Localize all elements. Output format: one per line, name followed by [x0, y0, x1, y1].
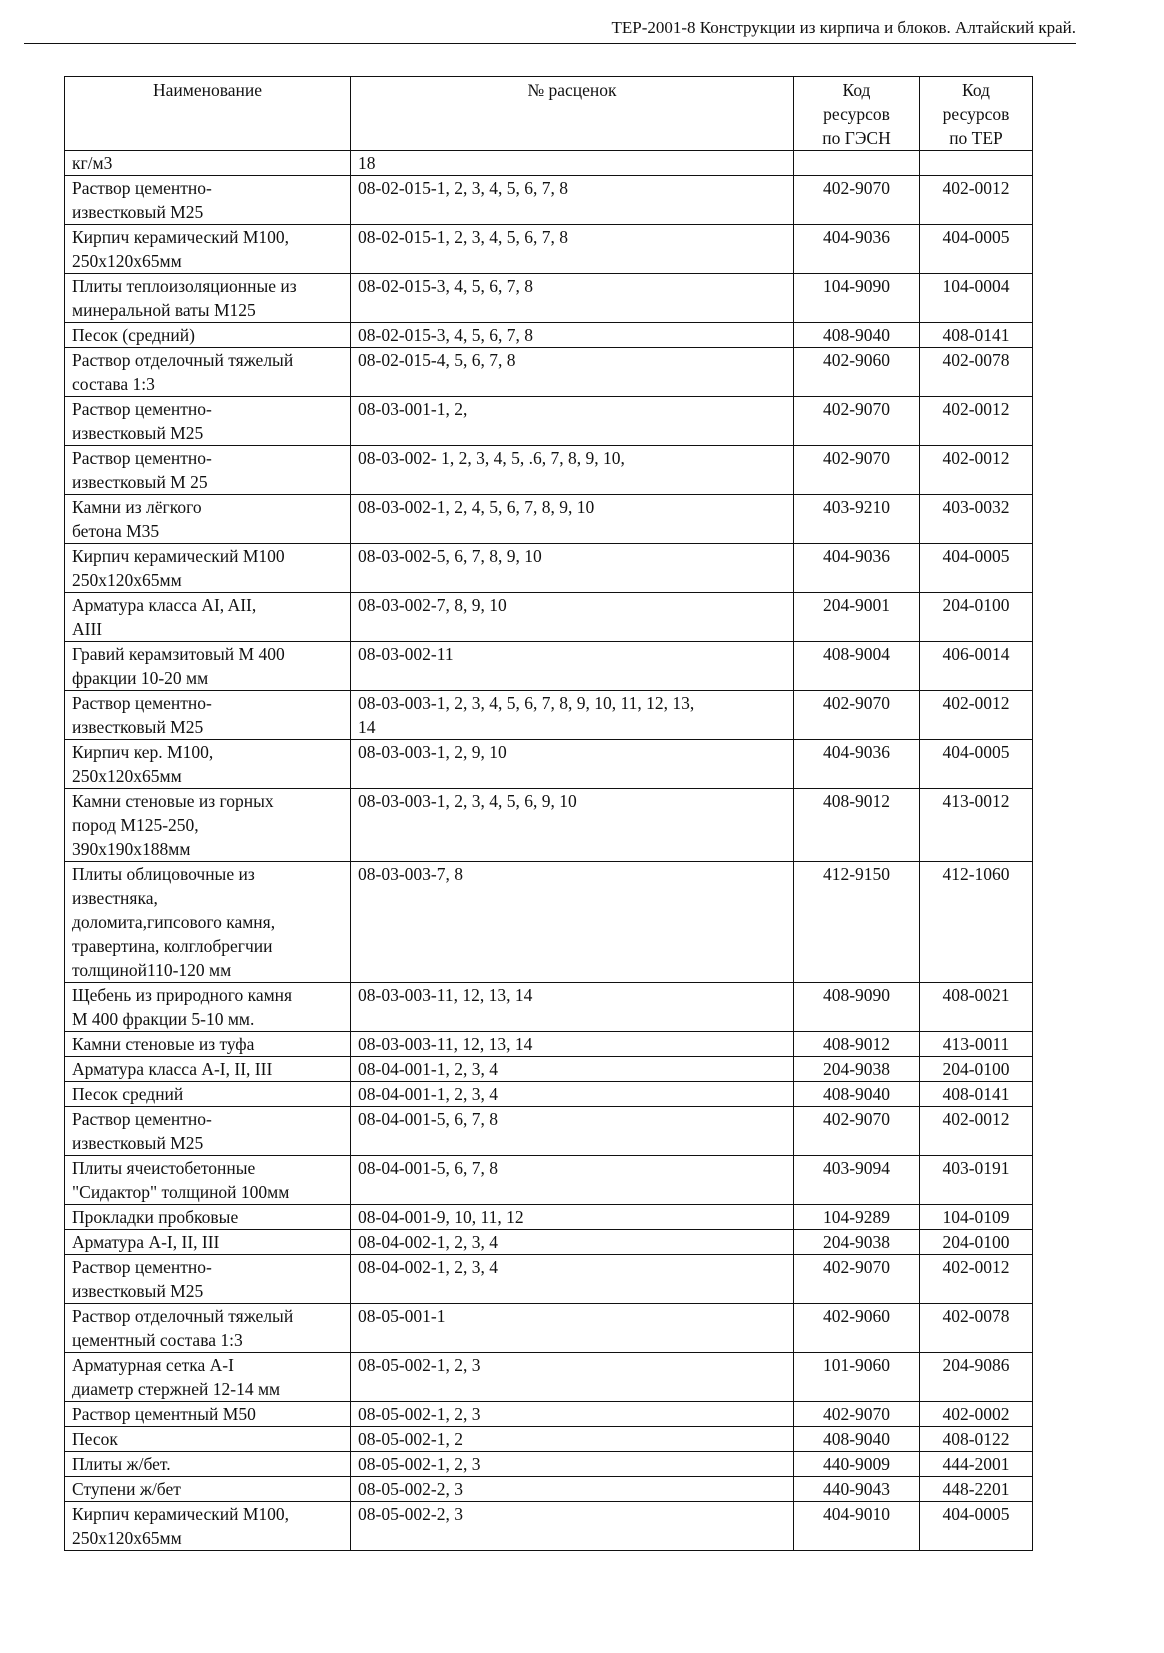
- table-row: [65, 495, 1033, 544]
- page-header: ТЕР-2001-8 Конструкции из кирпича и блоков. Алтайский край.: [611, 18, 1076, 37]
- cell-rates: 08-04-002-1, 2, 3, 4: [351, 1255, 794, 1304]
- table-row: [65, 691, 1033, 740]
- cell-rates: 08-04-002-1, 2, 3, 4: [351, 1230, 794, 1255]
- table-row: [65, 176, 1033, 225]
- table-row: [65, 862, 1033, 983]
- cell-name: Ступени ж/бет: [65, 1477, 351, 1502]
- cell-rates: 08-03-003-1, 2, 3, 4, 5, 6, 7, 8, 9, 10, 11, 12, 13, 14: [351, 691, 794, 740]
- cell-ter-code: 413-0011: [920, 1032, 1033, 1057]
- cell-name: Щебень из природного камня М 400 фракции 5-10 мм.: [65, 983, 351, 1032]
- table-row: [65, 1156, 1033, 1205]
- cell-gesn-code: 402-9070: [794, 1402, 920, 1427]
- table-row: [65, 1452, 1033, 1477]
- cell-name: Раствор цементно- известковый М 25: [65, 446, 351, 495]
- cell-ter-code: 402-0012: [920, 1255, 1033, 1304]
- cell-gesn-code: 402-9070: [794, 397, 920, 446]
- table-row: [65, 1032, 1033, 1057]
- cell-rates: 08-02-015-3, 4, 5, 6, 7, 8: [351, 323, 794, 348]
- cell-name: Раствор цементно- известковый М25: [65, 397, 351, 446]
- table-row: [65, 593, 1033, 642]
- cell-name: Кирпич керамический М100, 250x120x65мм: [65, 225, 351, 274]
- cell-ter-code: 402-0002: [920, 1402, 1033, 1427]
- cell-gesn-code: 412-9150: [794, 862, 920, 983]
- table-row: [65, 323, 1033, 348]
- cell-name: Песок (средний): [65, 323, 351, 348]
- cell-rates: 08-05-002-1, 2, 3: [351, 1402, 794, 1427]
- cell-name: Раствор цементный М50: [65, 1402, 351, 1427]
- cell-gesn-code: 440-9009: [794, 1452, 920, 1477]
- cell-gesn-code: 404-9036: [794, 544, 920, 593]
- table-row: [65, 274, 1033, 323]
- cell-rates: 08-02-015-1, 2, 3, 4, 5, 6, 7, 8: [351, 176, 794, 225]
- cell-name: Кирпич керамический М100 250x120x65мм: [65, 544, 351, 593]
- cell-rates: 08-05-002-1, 2, 3: [351, 1353, 794, 1402]
- header-rule: [24, 43, 1076, 44]
- cell-ter-code: 412-1060: [920, 862, 1033, 983]
- cell-ter-code: 204-0100: [920, 593, 1033, 642]
- cell-ter-code: 448-2201: [920, 1477, 1033, 1502]
- cell-name: Песок: [65, 1427, 351, 1452]
- cell-gesn-code: 404-9036: [794, 225, 920, 274]
- cell-name: Арматура А-I, II, III: [65, 1230, 351, 1255]
- cell-gesn-code: 402-9070: [794, 1107, 920, 1156]
- header-gesn: Код ресурсов по ГЭСН: [794, 77, 920, 151]
- cell-name: Арматура класса А-I, II, III: [65, 1057, 351, 1082]
- cell-ter-code: [920, 151, 1033, 176]
- cell-name: Плиты теплоизоляционные из минеральной ваты М125: [65, 274, 351, 323]
- cell-ter-code: 408-0122: [920, 1427, 1033, 1452]
- cell-gesn-code: 101-9060: [794, 1353, 920, 1402]
- cell-rates: 08-03-003-1, 2, 9, 10: [351, 740, 794, 789]
- cell-gesn-code: 402-9070: [794, 176, 920, 225]
- cell-name: Арматура класса AI, AII, AIII: [65, 593, 351, 642]
- cell-name: Гравий керамзитовый М 400 фракции 10-20 мм: [65, 642, 351, 691]
- cell-name: Раствор цементно- известковый М25: [65, 1255, 351, 1304]
- cell-rates: 08-03-003-11, 12, 13, 14: [351, 983, 794, 1032]
- table-row: [65, 1230, 1033, 1255]
- cell-name: кг/м3: [65, 151, 351, 176]
- cell-name: Кирпич кер. М100, 250x120x65мм: [65, 740, 351, 789]
- cell-gesn-code: [794, 151, 920, 176]
- cell-ter-code: 104-0109: [920, 1205, 1033, 1230]
- cell-name: Камни стеновые из туфа: [65, 1032, 351, 1057]
- cell-name: Кирпич керамический М100, 250x120x65мм: [65, 1502, 351, 1551]
- cell-ter-code: 444-2001: [920, 1452, 1033, 1477]
- table-header-row: [65, 77, 1033, 151]
- cell-rates: 08-03-002-7, 8, 9, 10: [351, 593, 794, 642]
- cell-gesn-code: 204-9038: [794, 1230, 920, 1255]
- cell-rates: 08-03-003-11, 12, 13, 14: [351, 1032, 794, 1057]
- cell-name: Плиты ячеистобетонные "Сидактор" толщиной 100мм: [65, 1156, 351, 1205]
- cell-gesn-code: 408-9040: [794, 1082, 920, 1107]
- cell-gesn-code: 204-9001: [794, 593, 920, 642]
- resource-table: [64, 76, 1033, 1551]
- cell-gesn-code: 404-9036: [794, 740, 920, 789]
- cell-name: Раствор цементно- известковый М25: [65, 1107, 351, 1156]
- cell-ter-code: 402-0012: [920, 397, 1033, 446]
- cell-ter-code: 204-0100: [920, 1057, 1033, 1082]
- table-row: [65, 1353, 1033, 1402]
- cell-ter-code: 402-0012: [920, 1107, 1033, 1156]
- cell-gesn-code: 408-9040: [794, 1427, 920, 1452]
- table-row: [65, 348, 1033, 397]
- cell-ter-code: 404-0005: [920, 225, 1033, 274]
- cell-rates: 08-03-002- 1, 2, 3, 4, 5, .6, 7, 8, 9, 10,: [351, 446, 794, 495]
- cell-rates: 08-03-002-5, 6, 7, 8, 9, 10: [351, 544, 794, 593]
- cell-gesn-code: 402-9060: [794, 1304, 920, 1353]
- cell-ter-code: 408-0021: [920, 983, 1033, 1032]
- cell-rates: 08-02-015-3, 4, 5, 6, 7, 8: [351, 274, 794, 323]
- cell-ter-code: 404-0005: [920, 740, 1033, 789]
- cell-name: Плиты облицовочные из известняка, доломита,гипсового камня, травертина, колглобрегчии толщиной110-120 мм: [65, 862, 351, 983]
- cell-rates: 08-04-001-5, 6, 7, 8: [351, 1156, 794, 1205]
- cell-ter-code: 104-0004: [920, 274, 1033, 323]
- cell-ter-code: 402-0078: [920, 1304, 1033, 1353]
- table-row: [65, 446, 1033, 495]
- cell-rates: 08-03-001-1, 2,: [351, 397, 794, 446]
- cell-rates: 08-04-001-9, 10, 11, 12: [351, 1205, 794, 1230]
- header-name: Наименование: [65, 77, 351, 151]
- cell-rates: 08-03-002-1, 2, 4, 5, 6, 7, 8, 9, 10: [351, 495, 794, 544]
- table-row: [65, 1057, 1033, 1082]
- cell-ter-code: 402-0012: [920, 446, 1033, 495]
- table-row: [65, 642, 1033, 691]
- cell-gesn-code: 403-9094: [794, 1156, 920, 1205]
- cell-gesn-code: 408-9090: [794, 983, 920, 1032]
- table-row: [65, 225, 1033, 274]
- cell-rates: 08-05-002-1, 2: [351, 1427, 794, 1452]
- table-row: [65, 1477, 1033, 1502]
- cell-ter-code: 204-0100: [920, 1230, 1033, 1255]
- table-row: [65, 151, 1033, 176]
- cell-gesn-code: 408-9004: [794, 642, 920, 691]
- cell-name: Песок средний: [65, 1082, 351, 1107]
- table-row: [65, 1107, 1033, 1156]
- table-row: [65, 1304, 1033, 1353]
- cell-rates: 08-02-015-4, 5, 6, 7, 8: [351, 348, 794, 397]
- cell-ter-code: 402-0012: [920, 176, 1033, 225]
- table-row: [65, 983, 1033, 1032]
- table-row: [65, 1402, 1033, 1427]
- cell-gesn-code: 104-9090: [794, 274, 920, 323]
- table-row: [65, 1502, 1033, 1551]
- cell-name: Камни из лёгкого бетона М35: [65, 495, 351, 544]
- cell-rates: 08-03-003-1, 2, 3, 4, 5, 6, 9, 10: [351, 789, 794, 862]
- cell-gesn-code: 408-9040: [794, 323, 920, 348]
- cell-ter-code: 402-0012: [920, 691, 1033, 740]
- table-row: [65, 544, 1033, 593]
- cell-ter-code: 404-0005: [920, 1502, 1033, 1551]
- cell-rates: 08-05-001-1: [351, 1304, 794, 1353]
- cell-rates: 18: [351, 151, 794, 176]
- cell-rates: 08-03-003-7, 8: [351, 862, 794, 983]
- cell-name: Раствор отделочный тяжелый состава 1:3: [65, 348, 351, 397]
- cell-gesn-code: 404-9010: [794, 1502, 920, 1551]
- cell-ter-code: 408-0141: [920, 323, 1033, 348]
- cell-gesn-code: 408-9012: [794, 789, 920, 862]
- cell-ter-code: 403-0191: [920, 1156, 1033, 1205]
- cell-name: Раствор цементно- известковый М25: [65, 691, 351, 740]
- cell-gesn-code: 402-9070: [794, 446, 920, 495]
- cell-name: Прокладки пробковые: [65, 1205, 351, 1230]
- cell-ter-code: 403-0032: [920, 495, 1033, 544]
- cell-rates: 08-04-001-1, 2, 3, 4: [351, 1057, 794, 1082]
- table-row: [65, 1255, 1033, 1304]
- header-ter: Код ресурсов по ТЕР: [920, 77, 1033, 151]
- cell-rates: 08-04-001-5, 6, 7, 8: [351, 1107, 794, 1156]
- table-row: [65, 397, 1033, 446]
- cell-rates: 08-05-002-1, 2, 3: [351, 1452, 794, 1477]
- table-row: [65, 1082, 1033, 1107]
- cell-name: Камни стеновые из горных пород М125-250, 390x190x188мм: [65, 789, 351, 862]
- cell-rates: 08-02-015-1, 2, 3, 4, 5, 6, 7, 8: [351, 225, 794, 274]
- cell-gesn-code: 440-9043: [794, 1477, 920, 1502]
- cell-ter-code: 404-0005: [920, 544, 1033, 593]
- table-row: [65, 1427, 1033, 1452]
- cell-ter-code: 408-0141: [920, 1082, 1033, 1107]
- cell-ter-code: 402-0078: [920, 348, 1033, 397]
- table-row: [65, 740, 1033, 789]
- cell-name: Раствор цементно- известковый М25: [65, 176, 351, 225]
- cell-ter-code: 406-0014: [920, 642, 1033, 691]
- cell-rates: 08-05-002-2, 3: [351, 1502, 794, 1551]
- cell-gesn-code: 402-9060: [794, 348, 920, 397]
- table-row: [65, 789, 1033, 862]
- cell-gesn-code: 403-9210: [794, 495, 920, 544]
- cell-gesn-code: 402-9070: [794, 1255, 920, 1304]
- cell-gesn-code: 204-9038: [794, 1057, 920, 1082]
- cell-ter-code: 204-9086: [920, 1353, 1033, 1402]
- cell-rates: 08-04-001-1, 2, 3, 4: [351, 1082, 794, 1107]
- cell-ter-code: 413-0012: [920, 789, 1033, 862]
- header-rates: № расценок: [351, 77, 794, 151]
- table-body: [65, 151, 1033, 1551]
- cell-name: Раствор отделочный тяжелый цементный состава 1:3: [65, 1304, 351, 1353]
- cell-name: Плиты ж/бет.: [65, 1452, 351, 1477]
- cell-rates: 08-03-002-11: [351, 642, 794, 691]
- cell-gesn-code: 408-9012: [794, 1032, 920, 1057]
- cell-name: Арматурная сетка А-I диаметр стержней 12-14 мм: [65, 1353, 351, 1402]
- cell-rates: 08-05-002-2, 3: [351, 1477, 794, 1502]
- cell-gesn-code: 104-9289: [794, 1205, 920, 1230]
- table-row: [65, 1205, 1033, 1230]
- cell-gesn-code: 402-9070: [794, 691, 920, 740]
